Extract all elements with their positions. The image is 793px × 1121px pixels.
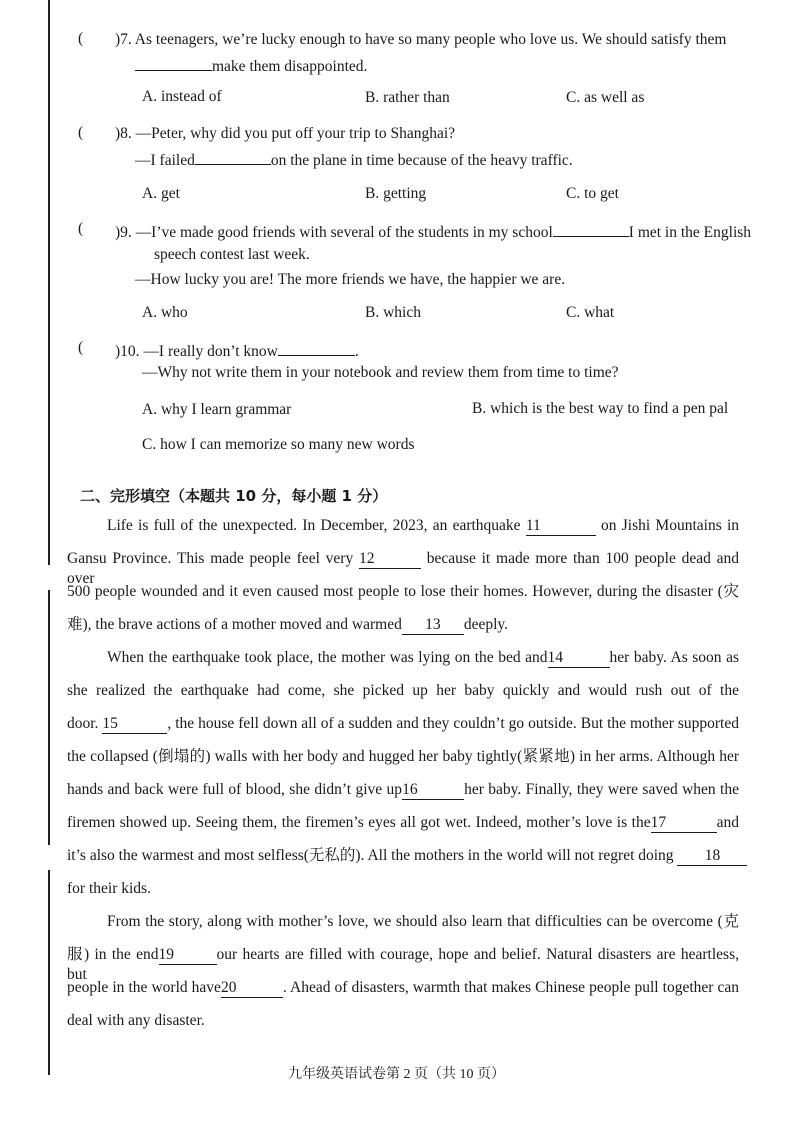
cloze-blank-18[interactable]: 18 <box>677 847 747 866</box>
passage-line: hands and back were full of blood, she didn’t give up16 her baby. Finally, they were saved when the <box>67 781 739 798</box>
page-footer: 九年级英语试卷第 2 页（共 10 页） <box>288 1067 505 1082</box>
cloze-blank-11[interactable]: 11 <box>526 517 596 536</box>
cloze-blank-13[interactable]: 13 <box>402 616 464 635</box>
answer-blank[interactable] <box>135 54 212 71</box>
answer-blank[interactable] <box>553 220 629 237</box>
passage-line: deal with any disaster. <box>67 1012 205 1029</box>
passage-line: 服) in the end19 our hearts are filled with courage, hope and belief. Natural disasters are heartless, but <box>67 946 739 983</box>
question-stem: )7. As teenagers, we’re lucky enough to have so many people who love us. We should satisfy them <box>115 31 727 48</box>
option-b[interactable]: B. rather than <box>365 89 450 106</box>
passage-line: 难), the brave actions of a mother moved and warmed 13 deeply. <box>67 616 509 633</box>
cloze-blank-20[interactable]: 20 <box>221 979 283 998</box>
answer-blank[interactable] <box>278 339 355 356</box>
passage-line: people in the world have20 . Ahead of disasters, warmth that makes Chinese people pull together can <box>67 979 739 996</box>
option-c[interactable]: C. as well as <box>566 89 645 106</box>
margin-line <box>48 590 50 845</box>
option-b[interactable]: B. which <box>365 304 421 321</box>
question-line: —How lucky you are! The more friends we have, the happier we are. <box>135 271 566 288</box>
margin-line <box>48 0 50 565</box>
passage-line: Life is full of the unexpected. In December, 2023, an earthquake 11 on Jishi Mountains in <box>107 517 740 534</box>
passage-line: she realized the earthquake had come, she picked up her baby quickly and would rush out of the <box>67 682 739 699</box>
passage-line: When the earthquake took place, the mother was lying on the bed and14 her baby. As soon as <box>107 649 739 666</box>
option-c[interactable]: C. how I can memorize so many new words <box>142 436 415 453</box>
cloze-blank-17[interactable]: 17 <box>651 814 717 833</box>
option-a[interactable]: A. get <box>142 185 180 202</box>
passage-line: From the story, along with mother’s love, we should also learn that difficulties can be overcome (克 <box>107 913 739 930</box>
passage-line: Gansu Province. This made people feel very 12 because it made more than 100 people dead and over <box>67 550 740 587</box>
answer-paren[interactable]: ( <box>78 220 84 237</box>
cloze-blank-19[interactable]: 19 <box>159 946 217 965</box>
question-line: —I failed on the plane in time because of the heavy traffic. <box>135 148 573 171</box>
option-c[interactable]: C. what <box>566 304 615 321</box>
option-b[interactable]: B. which is the best way to find a pen pal <box>472 400 729 417</box>
passage-line: the collapsed (倒塌的) walls with her body and hugged her baby tightly(紧紧地) in her arms. Although her <box>67 748 739 765</box>
answer-paren[interactable]: ( <box>78 339 84 356</box>
section-title: 二、完形填空（本题共 10 分，每小题 1 分） <box>80 487 388 505</box>
option-a[interactable]: A. instead of <box>142 88 222 105</box>
question-line: —Why not write them in your notebook and review them from time to time? <box>142 364 619 381</box>
question-stem: )10. —I really don’t know . <box>115 339 359 362</box>
option-b[interactable]: B. getting <box>365 185 427 202</box>
passage-line: for their kids. <box>67 880 151 897</box>
question-stem: )9. —I’ve made good friends with several of the students in my school I met in the English <box>115 220 751 243</box>
answer-paren[interactable]: ( <box>78 30 84 47</box>
option-c[interactable]: C. to get <box>566 185 619 202</box>
option-a[interactable]: A. why I learn grammar <box>142 401 292 418</box>
option-a[interactable]: A. who <box>142 304 188 321</box>
question-line: speech contest last week. <box>154 246 310 263</box>
cloze-blank-14[interactable]: 14 <box>548 649 610 668</box>
passage-line: 500 people wounded and it even caused most people to lose their homes. However, during the disaster (灾 <box>67 583 739 600</box>
answer-paren[interactable]: ( <box>78 124 84 141</box>
margin-line <box>48 870 50 1075</box>
answer-blank[interactable] <box>195 148 271 165</box>
passage-line: it’s also the warmest and most selfless(无私的). All the mothers in the world will not regret doing 18 <box>67 846 739 866</box>
question-line: make them disappointed. <box>135 54 367 77</box>
cloze-blank-15[interactable]: 15 <box>102 715 167 734</box>
question-stem: )8. —Peter, why did you put off your trip to Shanghai? <box>115 125 456 142</box>
cloze-blank-16[interactable]: 16 <box>402 781 464 800</box>
passage-line: door. 15 , the house fell down all of a sudden and they couldn’t go outside. But the mother supported <box>67 715 739 732</box>
cloze-blank-12[interactable]: 12 <box>359 550 421 569</box>
passage-line: firemen showed up. Seeing them, the firemen’s eyes all got wet. Indeed, mother’s love is the17 and <box>67 814 739 831</box>
